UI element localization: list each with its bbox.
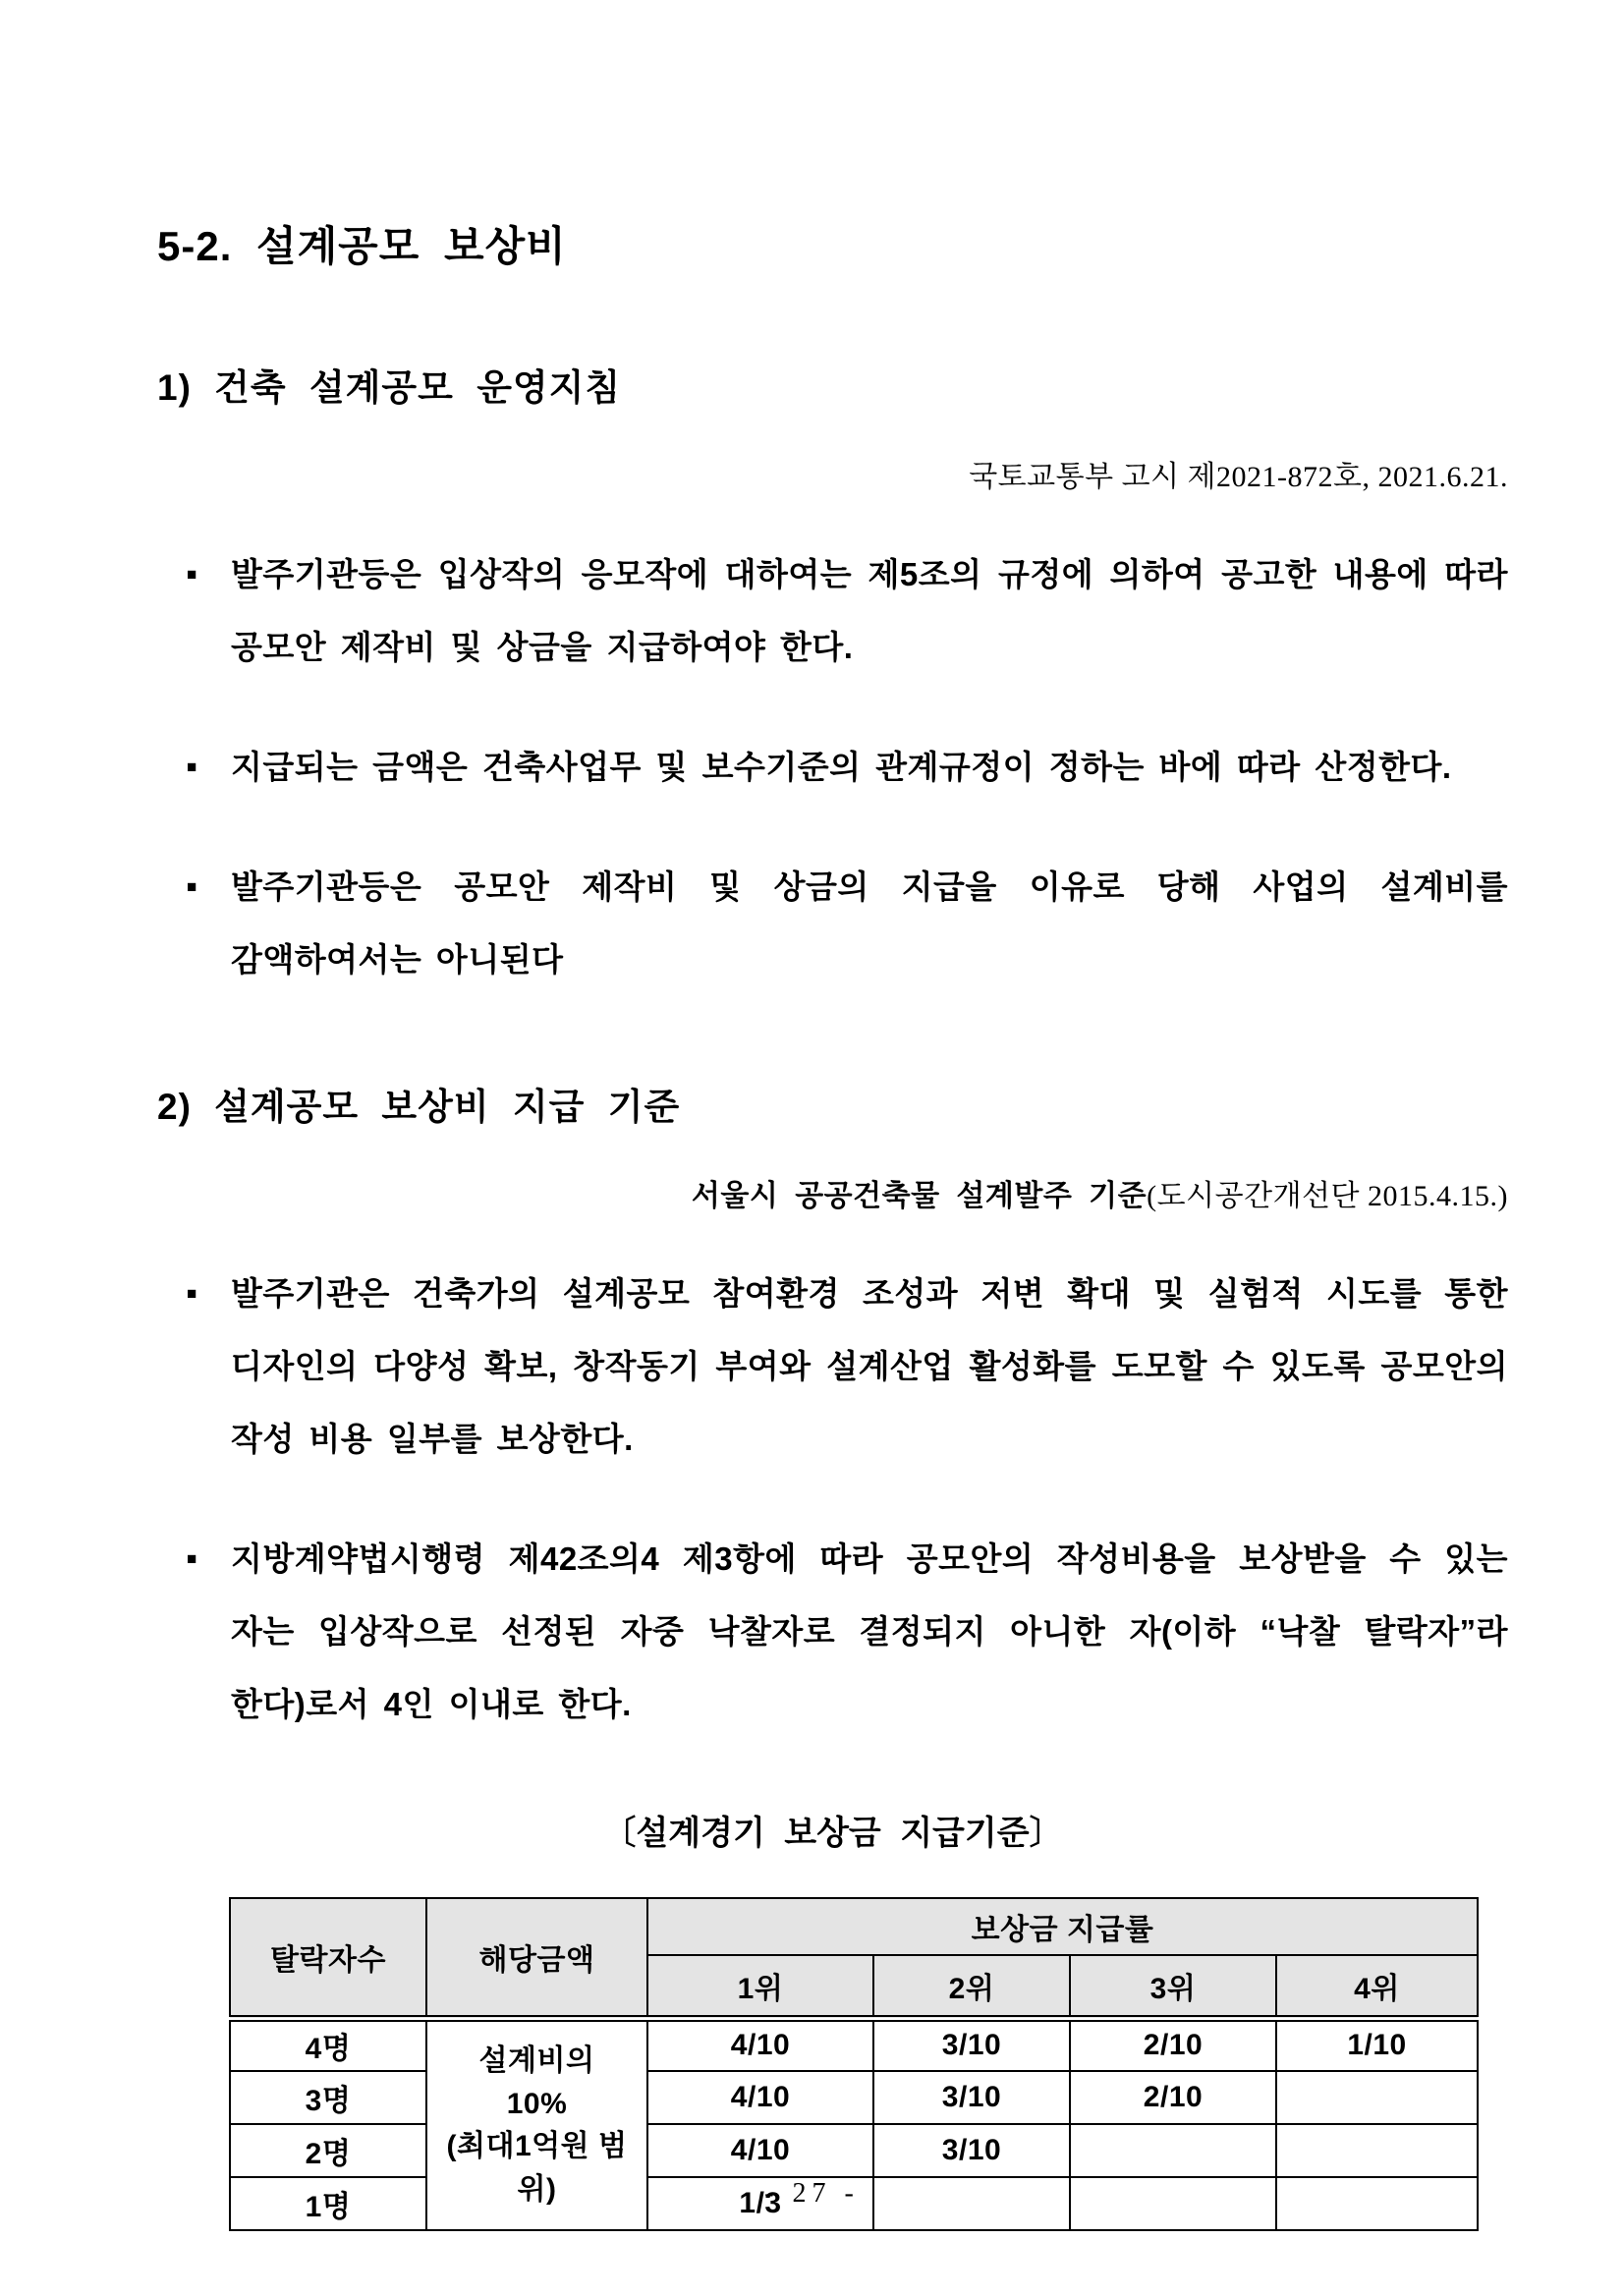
- section2-bullet-1: [157, 1258, 1508, 1476]
- amount-line-1: 설계비의: [478, 2044, 595, 2078]
- cell-rate: 3/10: [873, 2124, 1070, 2177]
- table-row: [230, 2071, 1478, 2124]
- section1-source-text: 국토교통부 고시 제2021-872호, 2021.6.21.: [969, 461, 1508, 493]
- col-header-rank-3: 3위: [1070, 1955, 1276, 2018]
- page-number: - 27 -: [764, 2178, 860, 2209]
- cell-dropout-count: 4명: [230, 2018, 426, 2071]
- amount-line-3: (최대1억원 범위): [446, 2130, 628, 2206]
- section1-heading: 1) 건축 설계공모 운영지침: [157, 367, 622, 408]
- section1-source-line: [157, 452, 1508, 495]
- section2-bullet-2: [157, 1523, 1508, 1741]
- bullet-square-icon: ■: [187, 565, 197, 584]
- cell-rate: 1/10: [1276, 2018, 1478, 2071]
- page-title: 5-2. 설계공모 보상비: [157, 223, 567, 269]
- section2-source-regular: (도시공간개선단 2015.4.15.): [1147, 1180, 1508, 1212]
- table-caption: 〔설계경기 보상금 지급기준〕: [602, 1815, 1063, 1852]
- section2-source-bold: 서울시 공공건축물 설계발주 기준: [691, 1180, 1148, 1212]
- section1-bullet-3: [157, 851, 1508, 996]
- bullet-square-icon: ■: [187, 1549, 197, 1568]
- cell-rate: 3/10: [873, 2018, 1070, 2071]
- section1-bullet-3-text: 발주기관등은 공모안 제작비 및 상금의 지급을 이유로 당해 사업의 설계비를 감액하여서는 아니된다: [231, 868, 1508, 978]
- cell-dropout-count: 3명: [230, 2071, 426, 2124]
- cell-rate: [1070, 2124, 1276, 2177]
- section1-bullet-1: [157, 538, 1508, 684]
- cell-rate: [1276, 2071, 1478, 2124]
- bullet-square-icon: ■: [187, 1284, 197, 1303]
- col-header-amount: 해당금액: [426, 1898, 647, 2018]
- cell-rate: 3/10: [873, 2071, 1070, 2124]
- section1-bullet-1-text: 발주기관등은 입상작의 응모작에 대하여는 제5조의 규정에 의하여 공고한 내용에 따라 공모안 제작비 및 상금을 지급하여야 한다.: [231, 556, 1508, 665]
- cell-rate: 2/10: [1070, 2018, 1276, 2071]
- cell-rate: 2/10: [1070, 2071, 1276, 2124]
- table-row: [230, 2018, 1478, 2071]
- cell-rate: [1276, 2124, 1478, 2177]
- section1-bullet-2: [157, 731, 1508, 804]
- table-row: [230, 2124, 1478, 2177]
- cell-dropout-count: 1명: [230, 2177, 426, 2230]
- bullet-square-icon: ■: [187, 877, 197, 896]
- col-header-dropouts: 탈락자수: [230, 1898, 426, 2018]
- col-header-rank-2: 2위: [873, 1955, 1070, 2018]
- col-header-rank-4: 4위: [1276, 1955, 1478, 2018]
- col-header-group: 보상금 지급률: [647, 1898, 1478, 1955]
- section2-bullet-2-text: 지방계약법시행령 제42조의4 제3항에 따라 공모안의 작성비용을 보상받을 수 있는 자는 입상작으로 선정된 자중 낙찰자로 결정되지 아니한 자(이하 “낙찰 탈락자”라 한다)로서 4인 이내로 한다.: [231, 1540, 1508, 1722]
- section2-heading: 2) 설계공모 보상비 지급 기준: [157, 1087, 681, 1127]
- section2-bullet-1-text: 발주기관은 건축가의 설계공모 참여환경 조성과 저변 확대 및 실험적 시도를 통한 디자인의 다양성 확보, 창작동기 부여와 설계산업 활성화를 도모할 수 있도록 공모안의 작성 비용 일부를 보상한다.: [231, 1275, 1508, 1457]
- cell-rate: 4/10: [647, 2124, 873, 2177]
- cell-rate: 4/10: [647, 2071, 873, 2124]
- cell-rate: 1/3: [647, 2177, 873, 2230]
- amount-line-2: 10%: [506, 2087, 568, 2120]
- bullet-square-icon: ■: [187, 757, 197, 776]
- section1-bullet-2-text: 지급되는 금액은 건축사업무 및 보수기준의 관계규정이 정하는 바에 따라 산정한다.: [231, 749, 1452, 785]
- cell-dropout-count: 2명: [230, 2124, 426, 2177]
- cell-rate: 4/10: [647, 2018, 873, 2071]
- col-header-rank-1: 1위: [647, 1955, 873, 2018]
- section2-source-line: [157, 1171, 1508, 1214]
